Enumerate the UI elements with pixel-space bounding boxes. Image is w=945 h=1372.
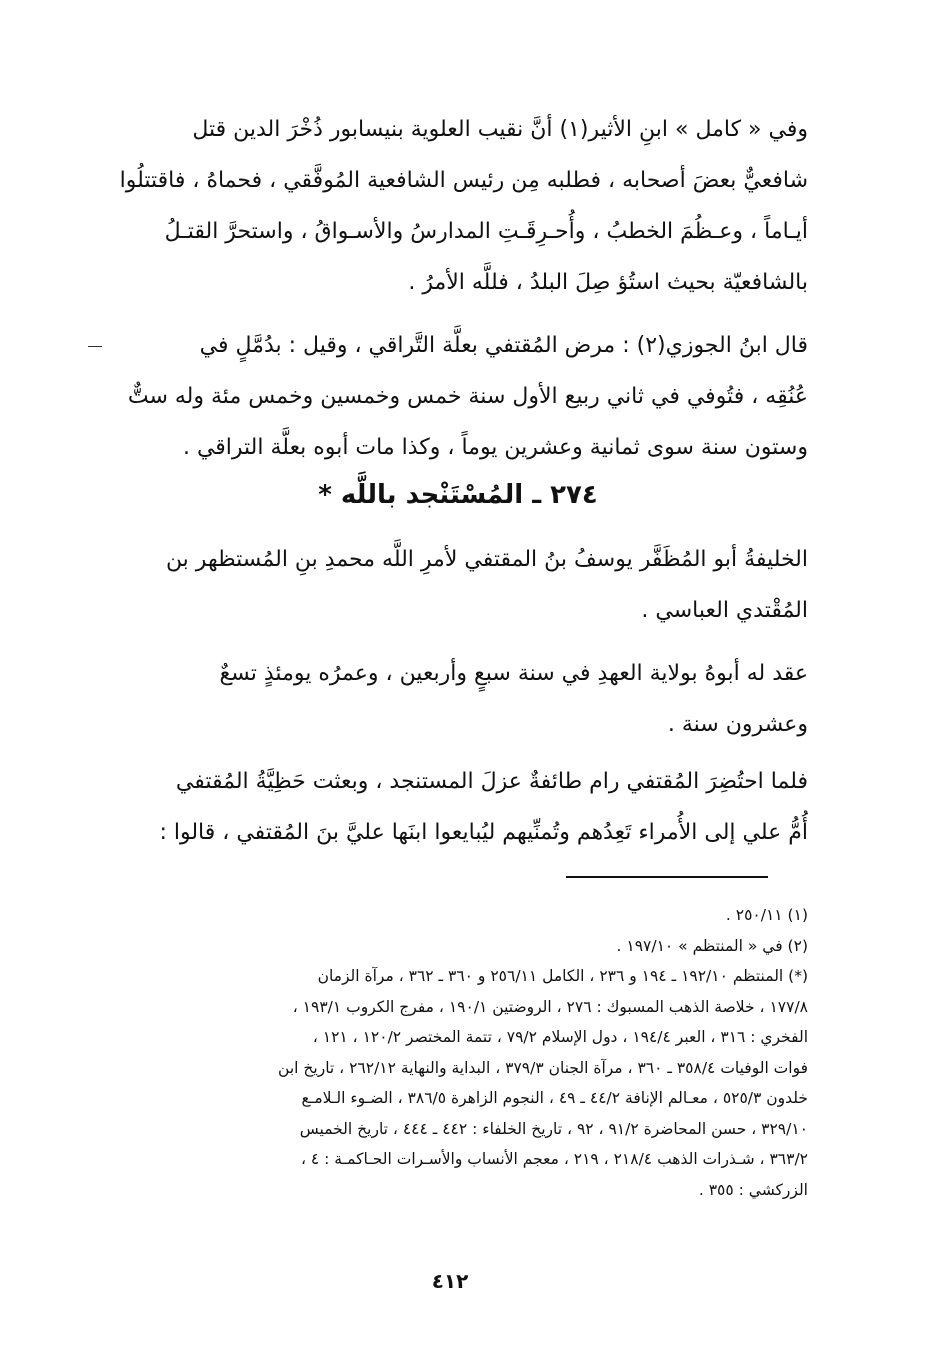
footnote-line: ١٧٧/٨ ، خلاصة الذهب المسبوك : ٢٧٦ ، الروضتين ١٩٠/١ ، مفرج الكروب ١٩٣/١ ، (292, 997, 808, 1016)
footnote-line: (١) ٢٥٠/١١ . (725, 906, 808, 924)
footnotes (108, 900, 808, 1205)
footnote-line: (٢) في « المنتظم » ١٩٧/١٠ . (616, 936, 808, 955)
paragraph-ibn-jawzi (108, 320, 808, 473)
text-line: وفي « كامل » ابنِ الأثير(١) أنَّ نقيب العلوية بنيسابور ذُخْرَ الدين قتل (192, 117, 808, 142)
text-line: أيـاماً ، وعـظُمَ الخطبُ ، وأُحـرِقَـتِ المدارسُ والأسـواقُ ، واستحرَّ القتـلُ (164, 219, 808, 244)
paragraph-ibn-athir (108, 104, 808, 308)
text-line: فلما احتُضِرَ المُقتفي رام طائفةٌ عزلَ المستنجد ، وبعثت حَظِيَّةُ المُقتفي (175, 769, 808, 794)
footnote-line: الفخري : ٣١٦ ، العبر ١٩٤/٤ ، دول الإسلام ٧٩/٢ ، تتمة المختصر ١٢٠/٢ ، ١٢١ ، (312, 1028, 808, 1046)
text-line: أُمُّ علي إلى الأُمراء تَعِدُهم وتُمنِّيهم ليُبايعوا ابنَها عليَّ بنَ المُقتفي ، قالوا : (159, 820, 808, 845)
footnote-line: خلدون ٥٢٥/٣ ، معـالم الإنافة ٤٤/٢ ـ ٤٩ ، النجوم الزاهرة ٣٨٦/٥ ، الضـوء الـلامـع (301, 1089, 808, 1107)
footnote-divider (566, 876, 768, 878)
margin-mark (88, 346, 102, 347)
footnote-line: (*) المنتظم ١٩٢/١٠ ـ ١٩٤ و ٢٣٦ ، الكامل ٢٥٦/١١ و ٣٦٠ ـ ٣٦٢ ، مرآة الزمان (317, 967, 808, 985)
footnote-line: الزركشي : ٣٥٥ . (698, 1180, 808, 1199)
section-heading: ٢٧٤ ـ المُسْتَنْجد باللَّه * (318, 480, 598, 510)
footnote-line: ٣٢٩/١٠ ، حسن المحاضرة ٩١/٢ ، ٩٢ ، تاريخ الخلفاء : ٤٤٢ ـ ٤٤٤ ، تاريخ الخميس (299, 1119, 808, 1138)
paragraph-deathbed (108, 756, 808, 858)
footnote-line: فوات الوفيات ٣٥٨/٤ ـ ٣٦٠ ، مرآة الجنان ٣٧٩/٣ ، البداية والنهاية ٢٦٢/١٢ ، تاريخ ابن (278, 1058, 808, 1077)
text-line: الخليفةُ أبو المُظَفَّر يوسفُ بنُ المقتفي لأمرِ اللَّه محمدِ بنِ المُستظهر بن (165, 547, 808, 572)
text-line: شافعيٌّ بعضَ أصحابه ، فطلبه مِن رئيس الشافعية المُوفَّقي ، فحماهُ ، فاقتتلُوا (119, 168, 808, 193)
paragraph-succession (108, 648, 808, 750)
text-line: عقد له أبوهُ بولاية العهدِ في سنة سبعٍ وأربعين ، وعمرُه يومئذٍ تسعٌ (219, 661, 808, 686)
footnote-line: ٣٦٣/٢ ، شـذرات الذهب ٢١٨/٤ ، ٢١٩ ، معجم الأنساب والأسـرات الحـاكمـة : ٤ ، (300, 1150, 808, 1168)
paragraph-caliph-name (108, 534, 808, 636)
page-number: ٤١٢ (431, 1269, 469, 1293)
text-line: المُقْتدي العباسي . (641, 598, 808, 623)
text-line: وعشرون سنة . (667, 712, 808, 737)
text-line: بالشافعيّة بحيث استُؤ صِلَ البلدُ ، فللَّه الأمرُ . (408, 270, 808, 295)
text-line: عُنُقِه ، فتُوفي في ثاني ربيع الأول سنة خمس وخمسين وخمس مئة وله ستٌّ (127, 384, 808, 409)
text-line: قال ابنُ الجوزي(٢) : مرض المُقتفي بعلَّة التَّراقي ، وقيل : بدُمَّلٍ في (199, 333, 808, 358)
text-line: وستون سنة سوى ثمانية وعشرين يوماً ، وكذا مات أبوه بعلَّة التراقي . (182, 435, 808, 460)
